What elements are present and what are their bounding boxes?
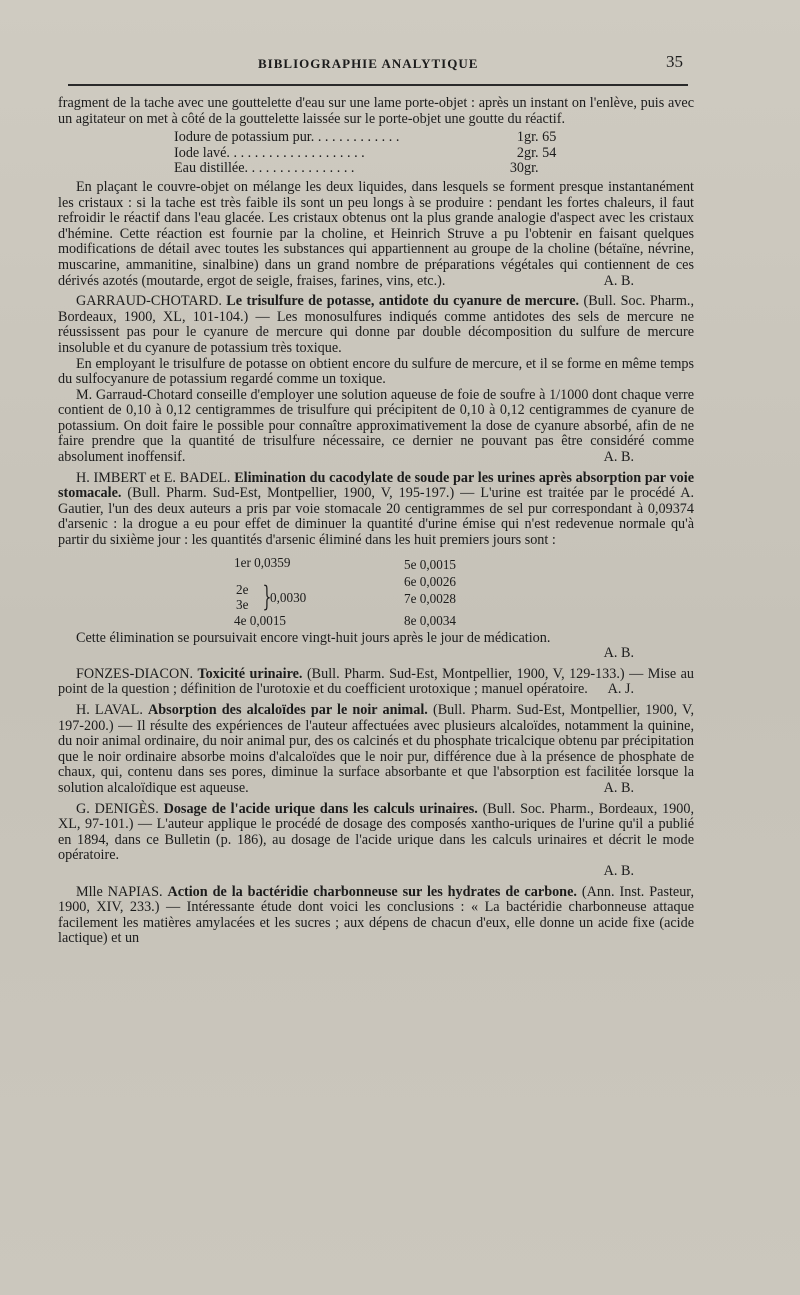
entry-author: Mlle NAPIAS. [76,883,163,900]
day-label: 4e [234,612,247,628]
reagent-unit: gr. 54 [524,144,557,161]
entry-title: Dosage de l'acide urique dans les calculs urinaires. [163,800,478,817]
reagent-row [174,146,564,162]
intro-text: En plaçant le couvre-objet on mélange les deux liquides, dans lesquels se forment presque instantanément les cristaux : si la tache est très faible ils sont un peu longs à se produire : pendant les fortes chaleurs, il faut refroidir le réactif dans l'eau glacée. Les cristaux obtenus ont la plus grande analogie d'aspect avec les cristaux d'hémine. Cette réaction est fournie par la choline, et Heinrich Struve a pu l'obtenir en faisant quelques modifications de détail avec toutes les substances qui appartiennent au groupe de la choline (bétaïne, névrine, muscarine, ammanitine, sinalbine) dans un grand nombre de préparations végétales qui contiennent de ces dérivés azotés (moutarde, ergot de seigle, fraises, farines, vins, etc.). [58,178,694,289]
day-label: 2e [236,581,249,597]
day-2-3-group [236,579,316,613]
day-5 [404,557,456,573]
page-header [58,48,683,78]
day-label: 1er [234,554,251,570]
entry-title: Toxicité urinaire. [197,665,303,682]
signature: A. J. [607,681,634,698]
reagent-name: Iodure de potassium pur. . . . . . . . . . . . . [174,129,400,146]
signature: A. B. [603,862,634,879]
reagent-name: Iode lavé. . . . . . . . . . . . . . . . . . . . [174,144,365,161]
entry-author: H. IMBERT et E. BADEL. [76,469,231,486]
reagent-name: Eau distillée. . . . . . . . . . . . . . . . [174,160,355,177]
day-label: 3e [236,596,249,612]
reagent-value: 2 [516,144,524,161]
day-4 [234,613,286,629]
entry-title: Le trisulfure de potasse, antidote du cyanure de mercure. [226,293,580,310]
entry-reference: (Bull. Pharm. Sud-Est, Montpellier, 1900, V, 195-197.) — L'urine est traitée par le procédé A. Gautier, l'un des deux auteurs a pris par voie stomacale 20 centigrammes de sel pur correspondant à 0,09374 d'arsenic : la drogue a eu pour effet de diminuer la quantité d'urine émise qui n'est redevenue normale qu'à partir du sixième jour : les quantités d'arsenic éliminé dans les huit premiers jours sont : [58,485,695,549]
entry-deniges [58,802,694,864]
day-7 [404,591,456,607]
entry-paragraph: En employant le trisulfure de potasse on obtient encore du sulfure de mercure, et il se forme en même temps du sulfocyanure de potassium regardé comme un toxique. [58,355,694,388]
day-value: 0,0015 [249,612,287,628]
entry-title: Absorption des alcaloïdes par le noir animal. [148,702,428,718]
entry-author: G. DENIGÈS. [76,800,159,817]
reagent-row [174,161,564,177]
day-6 [404,574,456,590]
entry-reference: (Bull. Soc. Pharm., Bordeaux, 1900, XL, 101-104.) — Les monosulfures indiqués comme antidotes des sels de mercure ne réussissent pas pour le cyanure de mercure qui donne par double décomposition du sulfure de mercure insoluble et du cyanure de potassium très toxique. [58,293,694,356]
reagent-row [174,130,564,146]
reagent-value: 1 [516,129,524,146]
day-label: 8e [404,612,417,628]
signature: A. B. [603,449,634,466]
reagent-formula [174,130,564,177]
entry-laval [58,703,694,797]
entry-garraud [58,294,694,356]
entry-napias [58,885,694,947]
day-value: 0,0026 [419,573,457,589]
entry-title: Elimination du cacodylate de soude par les urines après absorption par voie stomacale. [58,469,694,502]
day-label: 7e [404,590,417,606]
day-value: 0,0359 [254,554,291,570]
day-value: 0,0015 [419,556,457,572]
header-rule [68,84,688,86]
intro-paragraph: fragment de la tache avec une gouttelette d'eau sur une lame porte-objet : après un instant on l'enlève, puis avec un agitateur on met à côté de la gouttelette laissée sur le porte-objet une goutte du réactif. [58,95,694,127]
arsenic-daily-table [58,551,694,629]
entry-paragraph: Cette élimination se poursuivait encore vingt-huit jours après le jour de médication. [76,629,551,646]
article-body [58,96,694,947]
brace-icon: } [262,579,272,613]
reagent-unit: gr. 65 [524,129,557,146]
entry-reference: (Ann. Inst. Pasteur, 1900, XIV, 233.) — Intéressante étude dont voici les conclusions : « La bactéridie charbonneuse attaque facilement les matières amylacées et les sucres ; aux dépens de chacun d'eux, elle donne un acide fixe (acide lactique) et un [58,883,695,947]
day-label: 6e [404,573,417,589]
entry-paragraph [58,388,694,466]
entry-title: Action de la bactéridie charbonneuse sur les hydrates de carbone. [167,883,577,900]
entry-author: FONZES-DIACON. [76,665,194,682]
day-label: 5e [404,556,417,572]
page-number: 35 [666,52,683,71]
day-value: 0,0028 [419,590,457,606]
day-value: 0,0034 [419,612,457,628]
reagent-unit: gr. [524,160,539,177]
day-8 [404,613,456,629]
running-head: BIBLIOGRAPHIE ANALYTIQUE [258,56,479,71]
entry-imbert [58,471,694,549]
entry-author: GARRAUD-CHOTARD. [76,293,222,310]
signature: A. B. [603,779,634,796]
day-1 [234,555,290,571]
signature: A. B. [603,272,634,289]
day-value: 0,0030 [270,589,307,605]
entry-fonzes [58,667,694,698]
signature: A. B. [603,645,634,662]
intro-paragraph-2 [58,180,694,289]
entry-reference: (Bull. Pharm. Sud-Est, Montpellier, 1900, V, 129-133.) — Mise au point de la question ; définition de l'urotoxie et du coefficient urotoxique ; manuel opératoire. [58,665,694,698]
entry-author: H. LAVAL. [76,702,143,718]
entry-reference: (Bull. Pharm. Sud-Est, Montpellier, 1900, V, 197-200.) — Il résulte des expériences de l'auteur affectuées avec plusieurs alcaloïdes, notamment la quinine, du noir animal ordinaire, du noir animal pur, des os calcinés et du phosphate tricalcique obtenu par précipitation que le noir ordinaire absorbe moins d'alcaloïdes que le noir pur, différence due à la présence de phosphate de chaux, qui, contenu dans ses pores, diminue la surface absorbante et que l'absorption est facilitée lorsque la solution alcaloïdique est aqueuse. [58,702,695,796]
reagent-value: 30 [509,160,524,177]
entry-text: M. Garraud-Chotard conseille d'employer une solution aqueuse de foie de soufre à 1/1000 dont chaque verre contient de 0,10 à 0,12 centigrammes de trisulfure qui précipitent de 0,10 à 0,12 centigrammes de cyanure de potassium. On doit faire le possible pour connaître approximativement la dose de cyanure absorbé, afin de ne faire prendre que la quantité de trisulfure nécessaire, ce dernier ne pouvant pas être considéré comme absolument inoffensif. [58,386,694,466]
entry-reference: (Bull. Soc. Pharm., Bordeaux, 1900, XL, 97-101.) — L'auteur applique le procédé de dosage des composés xantho-uriques de l'urine qu'il a publié en 1894, dans ce Bulletin (p. 186), au dosage de l'acide urique dans les calculs urinaires et décrit le mode opératoire. [58,800,694,864]
